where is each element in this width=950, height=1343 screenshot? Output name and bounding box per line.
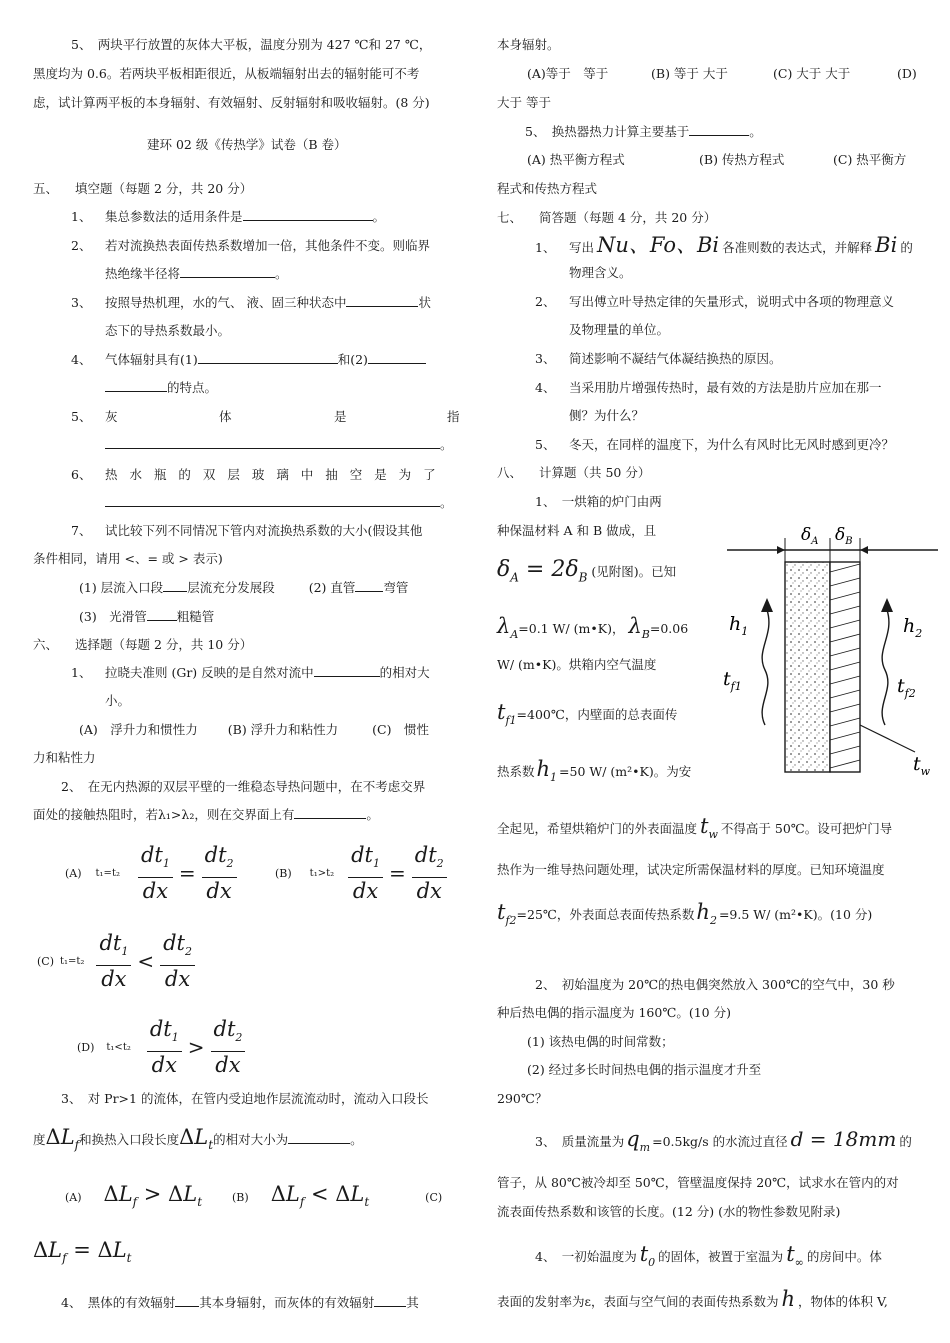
choice-2-line1: 2、 在无内热源的双层平壁的一维稳态导热问题中，在不考虑交界 [61, 779, 426, 794]
blank[interactable] [198, 349, 338, 364]
calc-4-l2a: 表面的发射率为ε，表面与空气间的表面传热系数为 [497, 1294, 779, 1309]
choice-1 [71, 658, 430, 687]
short-1-mid: 各准则数的表达式，并解释 [722, 240, 873, 255]
fill-4-text: 气体辐射具有(1) [105, 352, 198, 367]
opt-c-cond: t₁=t₂ [60, 955, 85, 967]
c5-opt-c: (C) 热平衡方 [833, 152, 907, 167]
calc-3-line2: 管子，从 80℃被冷却至 50℃，管壁温度保持 20℃，试求水在管内的对 [497, 1175, 899, 1190]
fill-item-7-sub3 [79, 602, 214, 631]
short-2-text: 写出傅立叶导热定律的矢量形式，说明式中各项的物理意义 [569, 294, 895, 309]
fill-5-w3: 是 [334, 409, 347, 424]
fill-3-end: 状 [418, 295, 431, 310]
numerator: dt [351, 843, 373, 867]
fill-6-text: 热 水 瓶 的 双 层 玻 璃 中 抽 空 是 为 了 [105, 467, 440, 482]
c5-options-cont: 程式和传热方程式 [497, 181, 598, 196]
fill-item-3 [71, 288, 431, 317]
choice-2-line2: 面处的接触热阻时，若λ₁>λ₂，则在交界面上有 。 [33, 800, 379, 829]
choice-1-options-cont: 力和粘性力 [33, 750, 96, 765]
sub1b: 层流充分发展段 [187, 580, 275, 595]
numerator: dt [204, 843, 227, 867]
c4-continued: 本身辐射。 [497, 37, 560, 52]
fill-item-2-cont: 热绝缘半径将 。 [105, 259, 288, 288]
blank[interactable] [314, 662, 380, 677]
calc-4-l2b: ，物体的体积 V, [798, 1294, 888, 1309]
calc-1-line5: W/ (m•K)。烘箱内空气温度 [497, 657, 657, 672]
sub3b: 粗糙管 [176, 609, 215, 624]
frac: $\frac{dt_2}{dx}$ [160, 930, 195, 992]
option-c: (C) 惯性 [372, 722, 429, 737]
blank[interactable] [105, 492, 440, 507]
section-8-title: 计算题（共 50 分） [538, 465, 651, 480]
opt-d-label: (D) [77, 1040, 95, 1054]
q5-line3: 虑，试计算两平板的本身辐射、有效辐射、反射辐射和吸收辐射。(8 分) [33, 95, 430, 110]
lamA-value: =0.1 W/ (m•K)， [518, 621, 625, 636]
calc-1-line1: 1、 一烘箱的炉门由两 [535, 494, 662, 509]
choice-2-option-c [37, 930, 197, 992]
calc-2-sub2: (2) 经过多长时间热电偶的指示温度才升至 [527, 1062, 762, 1077]
fill-4-num: 4、 [71, 352, 92, 367]
short-4-cont: 侧？为什么？ [569, 408, 645, 423]
denominator: dx [215, 1053, 241, 1078]
frac: $\frac{dt_1}{dx}$ [96, 930, 131, 992]
c4-opt-b: (B) 等于 大于 [651, 66, 728, 81]
c4-options [527, 59, 922, 88]
blank[interactable] [355, 577, 383, 592]
fill-6-num: 6、 [71, 467, 92, 482]
c5-text: 5、 换热器热力计算主要基于 [525, 124, 690, 139]
fill-1-num: 1、 [71, 209, 92, 224]
fill-3-text: 按照导热机理，水的气、 液、固三种状态中 [105, 295, 347, 310]
blank[interactable] [163, 577, 187, 592]
fill-2-text: 若对流换热表面传热系数增加一倍，其他条件不变。则临界 [105, 238, 431, 253]
numerator: dt [163, 931, 185, 955]
calc-1-l10b: =9.5 W/ (m²•K)。(10 分) [718, 907, 873, 922]
blank[interactable] [243, 206, 373, 221]
blank[interactable] [294, 804, 366, 819]
sub3a: (3) 光滑管 [79, 609, 147, 624]
short-3 [535, 344, 782, 373]
fill-item-5 [71, 402, 461, 431]
calc-4-mid: 的固体，被置于室温为 [658, 1249, 784, 1264]
frac: $\frac{dt_1}{dx}$ [147, 1016, 182, 1078]
fill-item-7-cont: 条件相同，请用 <、= 或 > 表示) [33, 551, 223, 566]
choice-4 [61, 1288, 419, 1317]
calc-1-line3: $\delta_A = 2\delta_B$ (见附图)。已知 [497, 557, 677, 585]
short-2-num: 2、 [535, 294, 556, 309]
fill-item-3-cont: 态下的导热系数最小。 [105, 323, 231, 338]
section-6-title: 选择题（每题 2 分，共 10 分） [74, 637, 253, 652]
fill-4-text2: 的特点。 [167, 380, 218, 395]
calc-4-line2: 表面的发射率为ε，表面与空气间的表面传热系数为 h ，物体的体积 V, [497, 1285, 888, 1316]
c4-opt-a: (A)等于 等于 [527, 66, 609, 81]
calc-1-l8a: 全起见，希望烘箱炉门的外表面温度 [497, 821, 698, 836]
calc-2-line1: 2、 初始温度为 20℃的热电偶突然放入 300℃的空气中，30 秒 [535, 977, 895, 992]
calc-4-post: 的房间中。体 [806, 1249, 882, 1264]
calc-3-line3: 流表面传热系数和该管的长度。(12 分) (水的物性参数见附录) [497, 1204, 841, 1219]
section-7-title: 简答题（每题 4 分，共 20 分） [538, 210, 717, 225]
short-2 [535, 287, 894, 316]
denominator: dx [164, 967, 191, 992]
op: = [178, 860, 196, 885]
short-1-sym2: Bi [875, 233, 898, 257]
section-5-title: 填空题（每题 2 分，共 20 分） [74, 181, 253, 196]
c3-post: 的相对大小为 [213, 1132, 289, 1147]
furnace-door-figure [725, 520, 940, 780]
choice-3-line2: 度 $\Delta L_f$ 和换热入口段长度 $\Delta L_t$ 的相对大小为 。 [33, 1125, 363, 1153]
fill-5-num: 5、 [71, 409, 92, 424]
short-1-syms: Nu、Fo、Bi [597, 233, 720, 257]
opt-b-label: (B) [275, 866, 292, 880]
calc-4-line1: 4、 一初始温度为 $t_0$ 的固体，被置于室温为 $t_\infty$ 的房间中。体 [535, 1242, 882, 1270]
opt-d-cond: t₁<t₂ [106, 1041, 131, 1053]
c4-opt-c: (C) 大于 大于 [773, 66, 851, 81]
opt-a-label: (A) [65, 866, 82, 880]
denominator: dx [101, 967, 127, 992]
section-6-heading [33, 630, 252, 659]
blank[interactable] [105, 434, 440, 449]
frac: $\frac{dt_1}{dx}$ [348, 842, 383, 904]
choice-2-option-b [275, 842, 449, 904]
calc-1-l7: 热系数 [497, 764, 535, 779]
denominator: dx [416, 879, 442, 904]
choice-1-options [79, 715, 429, 744]
numerator: dt [414, 843, 437, 867]
c3-c: (C) [425, 1191, 443, 1204]
h2-label: $h_2$ [903, 615, 923, 640]
fill-item-1: 1、 集总参数法的适用条件是 。 [71, 202, 385, 231]
fill-1-text: 集总参数法的适用条件是 [105, 209, 243, 224]
fill-item-7 [71, 516, 422, 545]
short-1-pre: 写出 [569, 240, 595, 255]
short-5-text: 冬天，在同样的温度下，为什么有风时比无风时感到更冷？ [569, 437, 895, 452]
h1-label: $h_1$ [729, 613, 749, 638]
calc-3-mid: =0.5kg/s 的水流过直径 [652, 1134, 788, 1149]
choice-1-cont: 小。 [105, 693, 131, 708]
lamB-value: =0.06 [649, 621, 689, 636]
arrow-up-icon [761, 598, 773, 612]
fill-3-num: 3、 [71, 295, 92, 310]
blank[interactable] [689, 121, 749, 136]
fill-5-w2: 体 [219, 409, 232, 424]
fill-item-4 [71, 345, 426, 374]
delta-b-label: $\delta_B$ [835, 525, 853, 547]
option-b: (B) 浮升力和粘性力 [227, 722, 339, 737]
choice-1-end: 的相对大 [379, 665, 430, 680]
c3-pre: 度 [33, 1132, 46, 1147]
choice-2-text: 面处的接触热阻时，若λ₁>λ₂，则在交界面上有 [33, 807, 295, 822]
c3-a: (A) [65, 1191, 82, 1204]
short-3-text: 简述影响不凝结气体凝结换热的原因。 [569, 351, 782, 366]
fill-5-w1: 灰 [105, 409, 118, 424]
op: > [187, 1034, 205, 1059]
calc-1-line6: $t_{f1}$ =400℃，内壁面的总表面传 [497, 700, 678, 728]
calc-3-line1: 3、 质量流量为 $q_m$ =0.5kg/s 的水流过直径 d = 18mm 的 [535, 1127, 912, 1155]
calc-3-pre: 3、 质量流量为 [535, 1134, 625, 1149]
calc-1-line2: 种保温材料 A 和 B 做成，且 [497, 523, 657, 538]
calc-3-post: 的 [899, 1134, 912, 1149]
exam-title: 建环 02 级《传热学》试卷（B 卷） [147, 137, 347, 152]
short-5 [535, 430, 894, 459]
fill-2-text2: 热绝缘半径将 [105, 266, 181, 281]
fill-item-5-cont: 。 [105, 430, 453, 459]
tw-label: $t_w$ [913, 753, 931, 778]
opt-c-label: (C) [37, 954, 54, 968]
blank[interactable] [288, 1129, 350, 1144]
fill-item-6-cont: 。 [105, 488, 453, 517]
short-1-num: 1、 [535, 240, 556, 255]
fill-item-2 [71, 231, 430, 260]
denominator: dx [352, 879, 379, 904]
c4-mid: 其本身辐射，而灰体的有效辐射 [199, 1295, 375, 1310]
numerator: dt [149, 1017, 172, 1041]
fill-7-text: 试比较下列不同情况下管内对流换热系数的大小(假设其他 [105, 523, 423, 538]
numerator: dt [99, 931, 122, 955]
blank[interactable] [147, 606, 177, 621]
layer-a [785, 562, 830, 772]
blank[interactable] [368, 349, 426, 364]
choice-3-line1: 3、 对 Pr>1 的流体，在管内受迫地作层流流动时，流动入口段长 [61, 1091, 429, 1106]
tf1-label: $t_{f1}$ [723, 668, 742, 693]
c4-text: 4、 黑体的有效辐射 [61, 1295, 176, 1310]
blank[interactable] [180, 263, 275, 278]
calc-2-line2: 种后热电偶的指示温度为 160℃。(10 分) [497, 1005, 731, 1020]
h1-value: =50 W/ (m²•K)。为安 [559, 764, 692, 779]
section-7-num: 七、 [497, 210, 523, 225]
calc-1-l3: (见附图)。已知 [591, 564, 677, 579]
c4-options-cont: 大于 等于 [497, 95, 551, 110]
blank[interactable] [175, 1292, 199, 1307]
fill-2-num: 2、 [71, 238, 92, 253]
frac: $\frac{dt_1}{dx}$ [138, 842, 173, 904]
fill-item-7-sub12 [79, 573, 408, 602]
c5-end: 。 [749, 124, 762, 139]
blank[interactable] [374, 1292, 406, 1307]
frac: $\frac{dt_2}{dx}$ [412, 842, 447, 904]
numerator: dt [140, 843, 163, 867]
blank[interactable] [105, 377, 167, 392]
choice-5 [525, 117, 762, 146]
choice-1-text: 拉晓夫准则 (Gr) 反映的是自然对流中 [105, 665, 314, 680]
choice-2-option-d [77, 1016, 247, 1078]
frac: $\frac{dt_2}{dx}$ [211, 1016, 246, 1078]
tf2-label: $t_{f2}$ [897, 675, 916, 700]
short-2-cont: 及物理量的单位。 [569, 322, 670, 337]
short-1-cont: 物理含义。 [569, 265, 632, 280]
opt-a-cond: t₁=t₂ [95, 867, 120, 879]
sub2a: (2) 直管 [308, 580, 356, 595]
calc-1-l10a: =25℃，外表面总表面传热系数 [516, 907, 695, 922]
q5-line1: 5、 两块平行放置的灰体大平板，温度分别为 427 ℃和 27 ℃， [71, 37, 432, 52]
c4-end: 其 [406, 1295, 419, 1310]
sub1a: (1) 层流入口段 [79, 580, 164, 595]
c5-opt-b: (B) 传热方程式 [699, 152, 785, 167]
section-5-heading [33, 174, 252, 203]
op: < [137, 948, 155, 973]
fill-4-mid: 和(2) [337, 352, 368, 367]
c5-opt-a: (A) 热平衡方程式 [527, 152, 625, 167]
numerator: dt [213, 1017, 236, 1041]
choice-3-options: (A) $\Delta L_f > \Delta L_t$ (B) $\Delta L_f < \Delta L_t$ (C) [65, 1180, 442, 1217]
c3-b: (B) [232, 1191, 249, 1204]
flow-arrow-left [762, 610, 769, 725]
tw-leader [860, 725, 915, 752]
short-5-num: 5、 [535, 437, 556, 452]
section-7-heading [497, 203, 716, 232]
fill-item-4-cont [105, 373, 217, 402]
arrow-up-icon [881, 598, 893, 612]
short-3-num: 3、 [535, 351, 556, 366]
calc-2-sub1: (1) 该热电偶的时间常数； [527, 1034, 674, 1049]
delta-a-label: $\delta_A$ [801, 525, 819, 547]
flow-arrow-right [882, 610, 889, 725]
arrow-icon [777, 546, 785, 554]
calc-1-line8: 全起见，希望烘箱炉门的外表面温度 $t_w$ 不得高于 50℃。设可把炉门导 [497, 814, 893, 842]
sub2b: 弯管 [383, 580, 409, 595]
denominator: dx [206, 879, 232, 904]
option-a: (A) 浮升力和惯性力 [79, 722, 198, 737]
denominator: dx [151, 1053, 177, 1078]
choice-2-option-a [65, 842, 239, 904]
calc-1-line4: $\lambda_A$ =0.1 W/ (m•K)， $\lambda_B$ =0.06 [497, 614, 689, 642]
short-4-num: 4、 [535, 380, 556, 395]
short-4 [535, 373, 882, 402]
frac: $\frac{dt_2}{dx}$ [202, 842, 237, 904]
c3-mid: 和换热入口段长度 [79, 1132, 180, 1147]
c4-opt-d: (D) [897, 66, 917, 81]
arrow-icon [860, 546, 868, 554]
op: = [389, 860, 406, 885]
fill-item-6 [71, 460, 440, 489]
q5-line2: 黑度均为 0.6。若两块平板相距很近，从板端辐射出去的辐射能可不考 [33, 66, 420, 81]
tf1-value: =400℃，内壁面的总表面传 [516, 707, 678, 722]
calc-1-l8b: 不得高于 50℃。设可把炉门导 [720, 821, 893, 836]
calc-1-line7: 热系数 $h_1$ =50 W/ (m²•K)。为安 [497, 757, 692, 785]
fill-7-num: 7、 [71, 523, 92, 538]
section-6-num: 六、 [33, 637, 59, 652]
section-8-num: 八、 [497, 465, 523, 480]
calc-1-line10: $t_{f2}$ =25℃，外表面总表面传热系数 $h_2$ =9.5 W/ (m²•K)。(10 分) [497, 900, 873, 928]
calc-2-sub3: 290℃？ [497, 1091, 548, 1106]
short-4-text: 当采用肋片增强传热时，最有效的方法是肋片应加在那一 [569, 380, 882, 395]
choice-1-num: 1、 [71, 665, 92, 680]
section-5-num: 五、 [33, 181, 59, 196]
section-8-heading [497, 458, 650, 487]
opt-b-cond: t₁>t₂ [309, 867, 335, 879]
blank[interactable] [346, 292, 418, 307]
choice-3-option-c: $\Delta L_f = \Delta L_t$ [33, 1238, 132, 1266]
short-1-post: 的 [900, 240, 913, 255]
calc-4-pre: 4、 一初始温度为 [535, 1249, 637, 1264]
calc-1-line9: 热作为一维导热问题处理，试决定所需保温材料的厚度。已知环境温度 [497, 862, 885, 877]
c5-options [527, 145, 922, 174]
fill-5-w4: 指 [447, 409, 460, 424]
denominator: dx [142, 879, 169, 904]
